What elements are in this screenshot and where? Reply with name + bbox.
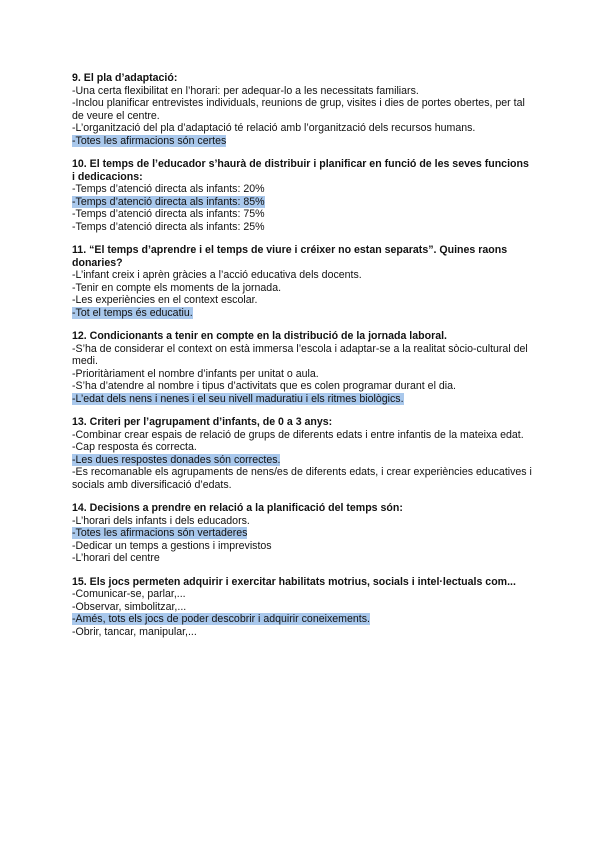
answer-option: -Combinar crear espais de relació de grups de diferents edats i entre infantis de la mateixa edat.	[72, 428, 524, 441]
question-title: 13. Criteri per l’agrupament d’infants, de 0 a 3 anys:	[72, 416, 333, 428]
highlighted-answer: -Les dues respostes donades són correctes.	[72, 453, 281, 466]
answer-option: -L’organització del pla d’adaptació té relació amb l’organització dels recursos humans.	[72, 122, 476, 134]
question-title: 10. El temps de l’educador s’haurà de distribuir i planificar en funció de les seves funcions i dedicacions:	[72, 158, 529, 183]
answer-option: -Una certa flexibilitat en l’horari: per adequar-lo a les necessitats familiars.	[72, 84, 419, 97]
answer-option: -L’horari dels infants i dels educadors.	[72, 514, 250, 527]
answer-option: -Observar, simbolitzar,...	[72, 600, 187, 613]
question-title: 11. “El temps d’aprendre i el temps de viure i créixer no estan separats”. Quines raons donaries?	[72, 244, 508, 269]
answer-option: -S’ha d’atendre al nombre i tipus d’activitats que es colen programar durant el dia.	[72, 380, 456, 392]
answer-option: -Inclou planificar entrevistes individuals, reunions de grup, visites i dies de portes obertes, per tal de veure el centre.	[72, 97, 525, 122]
document-page	[72, 72, 532, 649]
question-12	[72, 330, 532, 405]
highlighted-answer: -Totes les afirmacions són certes	[72, 134, 227, 147]
answer-option: -Tenir en compte els moments de la jornada.	[72, 281, 282, 294]
answer-option: -Temps d’atenció directa als infants: 20%	[72, 183, 265, 195]
highlighted-answer: -Tot el temps és educatiu.	[72, 306, 193, 319]
question-15	[72, 576, 532, 639]
answer-option: -Es recomanable els agrupaments de nens/es de diferents edats, i crear experiències educatives i socials amb diversificació d’edats.	[72, 466, 532, 491]
answer-option: -Les experiències en el context escolar.	[72, 294, 258, 306]
answer-option: -Obrir, tancar, manipular,...	[72, 625, 197, 638]
question-title: 12. Condicionants a tenir en compte en la distribució de la jornada laboral.	[72, 330, 447, 342]
highlighted-answer: -Temps d’atenció directa als infants: 85%	[72, 195, 265, 208]
answer-option: -L’horari del centre	[72, 552, 160, 564]
question-title: 15. Els jocs permeten adquirir i exercitar habilitats motrius, socials i intel·lectuals com...	[72, 575, 516, 588]
highlighted-answer: -L’edat dels nens i nenes i el seu nivell maduratiu i els ritmes biològics.	[72, 392, 404, 405]
question-14	[72, 502, 532, 565]
question-10	[72, 158, 532, 233]
answer-option: -Cap resposta és correcta.	[72, 441, 197, 453]
question-13	[72, 416, 532, 491]
answer-option: -S’ha de considerar el context on està immersa l’escola i adaptar-se a la realitat sòcio-cultural del medi.	[72, 342, 528, 367]
highlighted-answer: -Amés, tots els jocs de poder descobrir i adquirir coneixements.	[72, 613, 370, 625]
question-title: 14. Decisions a prendre en relació a la planificació del temps són:	[72, 502, 403, 514]
answer-option: -L’infant creix i aprèn gràcies a l’acció educativa dels docents.	[72, 269, 362, 281]
question-title: 9. El pla d’adaptació:	[72, 72, 178, 84]
question-11	[72, 244, 532, 319]
answer-option: -Temps d’atenció directa als infants: 25%	[72, 220, 265, 233]
answer-option: -Temps d’atenció directa als infants: 75%	[72, 208, 265, 220]
answer-option: -Comunicar-se, parlar,...	[72, 588, 186, 600]
highlighted-answer: -Totes les afirmacions són vertaderes	[72, 527, 248, 539]
question-9	[72, 72, 532, 147]
answer-option: -Prioritàriament el nombre d’infants per unitat o aula.	[72, 367, 319, 380]
answer-option: -Dedicar un temps a gestions i imprevistos	[72, 539, 272, 552]
